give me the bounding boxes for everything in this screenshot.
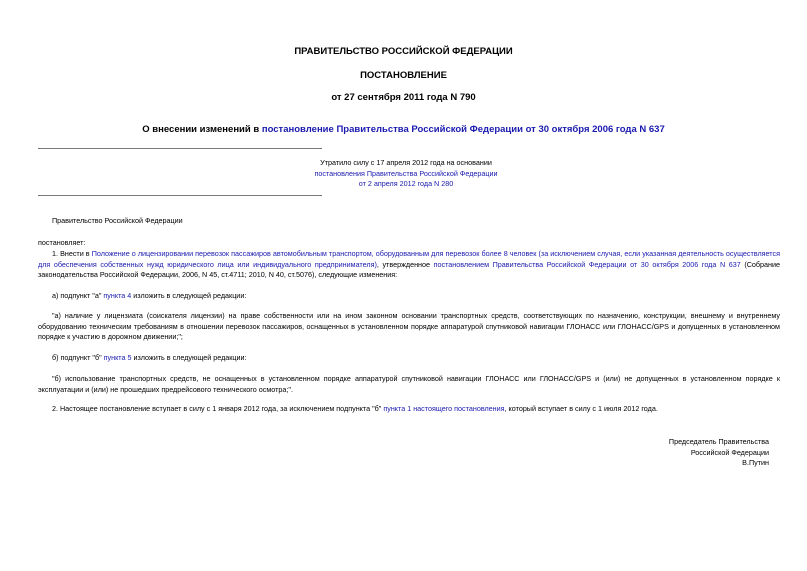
document-date-number: от 27 сентября 2011 года N 790 <box>331 92 476 103</box>
p1-text-b: , утвержденное <box>376 259 434 269</box>
point-5-link[interactable]: пункта 5 <box>103 353 132 362</box>
status-note-line: Утратило силу с 17 апреля 2012 года на основании <box>320 158 492 167</box>
p1-text-a: 1. Внести в <box>52 249 92 258</box>
intro-text: Правительство Российской Федерации <box>52 216 183 225</box>
quote-b: "б) использование транспортных средств, не оснащенных в установленном порядке аппаратурой спутниковой навигации ГЛОНАСС или ГЛОНАСС/GPS и (или) не допущенных в установленном порядке к эксплуатации и (или) не прошедших предрейсового технического осмотра;". <box>38 374 780 394</box>
point-1-link[interactable]: пункта 1 настоящего постановления <box>383 404 505 413</box>
pa-text-b: изложить в следующей редакции: <box>131 291 247 300</box>
regulation-link[interactable]: Положение о лицензировании перевозок пассажиров автомобильным транспортом, оборудованным для перевозок более 8 человек (за исключением случая, если указанная деятельность осуществляется для обеспечения собственных нужд юридического лица или индивидуального предпринимателя) <box>38 249 780 269</box>
title-prefix: О внесении изменений в <box>142 124 262 135</box>
status-note-link-date[interactable]: от 2 апреля 2012 года N 280 <box>358 179 454 188</box>
title-link[interactable]: постановление Правительства Российской Федерации от 30 октября 2006 года N 637 <box>261 124 665 135</box>
signature-organization: Российской Федерации <box>690 447 769 457</box>
document-type: ПОСТАНОВЛЕНИЕ <box>360 70 447 81</box>
government-name: ПРАВИТЕЛЬСТВО РОССИЙСКОЙ ФЕДЕРАЦИИ <box>294 46 513 57</box>
pb-text-b: изложить в следующей редакции: <box>131 353 247 362</box>
p2-text-a: 2. Настоящее постановление вступает в силу с 1 января 2012 года, за исключением подпункта "б" <box>52 404 384 413</box>
subparagraph-a <box>52 291 246 302</box>
divider-bottom <box>38 195 322 196</box>
paragraph-1 <box>38 249 780 281</box>
subparagraph-b <box>52 353 247 364</box>
resolution-link[interactable]: постановлением Правительства Российской Федерации от 30 октября 2006 года N 637 <box>433 259 741 269</box>
status-note <box>300 158 512 190</box>
signature-position: Председатель Правительства <box>668 437 769 446</box>
p2-text-b: , который вступает в силу с 1 июля 2012 года. <box>504 404 658 413</box>
pb-text-a: б) подпункт "б" <box>52 353 104 362</box>
document-title <box>0 124 807 135</box>
paragraph-2 <box>52 404 792 415</box>
signature-name: В.Путин <box>742 458 769 467</box>
decides-text: постановляет: <box>38 238 86 247</box>
divider-top <box>38 148 322 149</box>
pa-text-a: а) подпункт "а" <box>52 291 104 300</box>
point-4-link[interactable]: пункта 4 <box>103 291 132 300</box>
signature-block <box>669 437 769 469</box>
status-note-link[interactable]: постановления Правительства Российской Федерации <box>314 168 498 178</box>
quote-a: "а) наличие у лицензиата (соискателя лицензии) на праве собственности или на ином законном основании транспортных средств, соответствующих по назначению, конструкции, внешнему и внутреннему оборудованию техническим требованиям в отношении перевозок пассажиров, оснащенных в установленном порядке аппаратурой спутниковой навигации ГЛОНАСС или ГЛОНАСС/GPS и допущенных в установленном порядке к участию в дорожном движении;"; <box>38 311 780 341</box>
p1-text-c: (Собрание законодательства Российской Федерации, 2006, N 45, ст.4711; 2010, N 40, ст.5076), следующие изменения: <box>38 259 780 279</box>
